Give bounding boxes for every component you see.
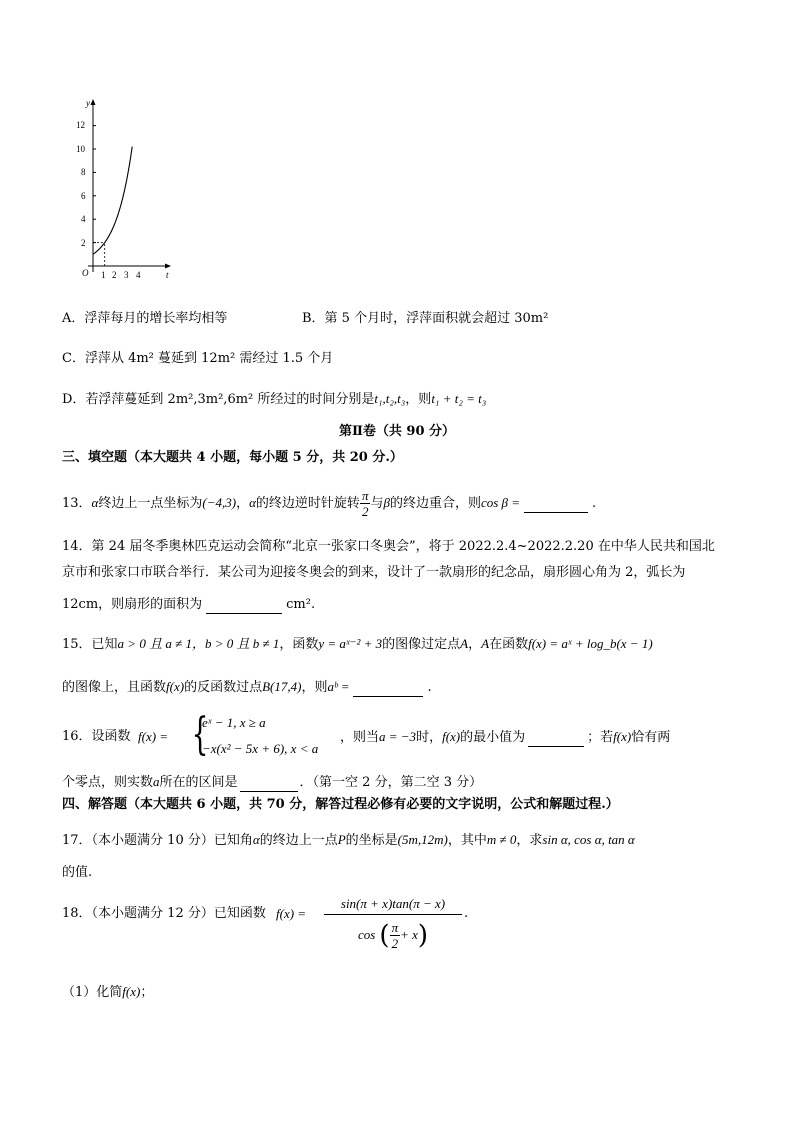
q18-den-tail: + x (400, 927, 418, 942)
q15-fx: f(x) (166, 679, 185, 694)
x-tick-label: 1 (101, 270, 106, 280)
q15-answer-blank[interactable] (353, 682, 423, 697)
x-axis-arrow (165, 264, 171, 269)
q15-text: 的反函数过点 (184, 680, 263, 695)
q13-frac-num: π (361, 488, 369, 503)
q15-point-b: B(17,4) (262, 679, 302, 694)
x-tick-label: 4 (136, 270, 141, 280)
q17-point-p: P (337, 832, 346, 847)
q13-end: . (592, 496, 597, 511)
q13-answer-blank[interactable] (524, 498, 588, 513)
q16-a: a (153, 774, 160, 789)
option-d-equation: t₁ + t₂ = t₃ (431, 391, 487, 406)
q17-line-1 (62, 831, 635, 850)
q16-text: 个零点，则实数 (62, 775, 154, 790)
q16-rest (340, 728, 670, 747)
x-tick-label: 3 (124, 270, 129, 280)
q16-fx: f(x) (442, 729, 461, 744)
y-tick-label: 12 (76, 120, 85, 130)
q17-text: ，其中 (447, 833, 487, 848)
q15-text: ，则 (301, 680, 328, 695)
q13-text: 的终边重合，则 (389, 496, 481, 511)
q18-sub1-text: （1）化简 (62, 985, 123, 1000)
q18-numerator: sin(π + x)tan(π − x) (324, 894, 462, 915)
q18-den-frac-num: π (391, 920, 399, 935)
q13-fraction (360, 488, 371, 519)
q16-text: ，则当 (340, 730, 380, 745)
q16-brace: { (191, 709, 209, 760)
q18-den-frac-den: 2 (391, 936, 399, 951)
q18-denominator (324, 915, 462, 956)
section-2-title: 第Ⅱ卷（共 90 分） (338, 424, 456, 439)
option-c: C．浮萍从 4m² 蔓延到 12m² 需经过 1.5 个月 (62, 351, 334, 366)
y-axis-label: y (86, 98, 90, 108)
q15-text: 15．已知 (62, 637, 118, 652)
q15-end: . (427, 680, 432, 695)
y-axis-arrow (91, 99, 96, 105)
q16-text: 所在的区间是 (159, 775, 238, 790)
q18-paren-close: ) (417, 920, 429, 951)
option-d-mid: ，则 (405, 392, 432, 407)
q14-line-2: 京市和张家口市联合举行．某公司为迎接冬奥会的到来，设计了一款扇形的纪念品，扇形圆心角为 2，弧长为 (62, 565, 686, 580)
q13-beta: β (383, 495, 390, 510)
q15-text: 的图像上，且函数 (62, 680, 167, 695)
q13-text: 终边上一点坐标为 (98, 496, 203, 511)
q13-cos-beta: cos β = (480, 495, 521, 510)
q18-end: . (464, 906, 469, 921)
q17-line-2: 的值. (62, 865, 93, 880)
q15-function: y = aˣ⁻² + 3 (318, 636, 383, 651)
q14-unit: cm² (286, 597, 311, 612)
q16-fx: f(x) (613, 729, 632, 744)
q17-condition: m ≠ 0 (486, 832, 517, 847)
q17-text: 的坐标是 (345, 833, 398, 848)
q13-alpha: α (91, 495, 99, 510)
q17-text: 17．（本小题满分 10 分）已知角 (62, 833, 253, 848)
q13-prefix: 13． (62, 496, 92, 511)
q16-text: ；若 (587, 730, 614, 745)
q14-text: 12cm，则扇形的面积为 (62, 597, 203, 612)
section-4-title: 四、解答题（本大题共 6 小题，共 70 分，解答过程必修有必要的文字说明，公式和解题过程.） (62, 797, 619, 812)
q15-point-a: A (481, 636, 490, 651)
q18-paren-open: ( (379, 920, 390, 951)
q16-text: ．（第一空 2 分，第二空 3 分） (299, 775, 483, 790)
q14-end: . (310, 597, 316, 612)
q14-answer-blank[interactable] (206, 599, 282, 614)
q17-alpha: α (252, 832, 260, 847)
q15-text: ，函数 (279, 637, 319, 652)
y-tick-label: 4 (81, 214, 86, 224)
option-d (62, 390, 486, 409)
q13-alpha: α (249, 495, 256, 510)
growth-graph (70, 96, 180, 282)
growth-curve (93, 147, 132, 255)
q13-text: 与 (370, 496, 384, 511)
y-tick-label: 6 (81, 191, 86, 201)
question-13 (62, 486, 596, 521)
q16-text: 的最小值为 (460, 730, 526, 745)
section-3-title: 三、填空题（本大题共 4 小题，每小题 5 分，共 20 分.） (62, 450, 403, 465)
q16-case-2: −x(x² − 5x + 6), x < a (202, 741, 319, 756)
q15-point-a: A (460, 636, 469, 651)
q16-text: 恰有两 (631, 730, 671, 745)
y-tick-label: 8 (81, 167, 86, 177)
q16-text: 时， (416, 730, 443, 745)
q15-text: 的图像过定点 (382, 637, 461, 652)
q18-sub1-end: ； (140, 985, 154, 1000)
q17-text: ，求 (516, 833, 543, 848)
option-a: A．浮萍每月的增长率均相等 (62, 311, 228, 326)
q14-line-1: 14．第 24 届冬季奥林匹克运动会简称“北京一张家口冬奥会”，将于 2022.2.4~2022.2.20 在中华人民共和国北 (62, 539, 715, 554)
q16-prefix: 16．设函数 (62, 729, 131, 744)
q15-fx: f(x) = aˣ + log_b(x − 1) (528, 636, 653, 651)
q15-a-pow-b: aᵇ = (327, 679, 350, 694)
q13-text: 的终边逆时针旋转 (255, 496, 360, 511)
q16-line-2 (62, 773, 482, 792)
q17-trig: sin α, cos α, tan α (542, 832, 635, 847)
q18-sub1-fx: f(x) (122, 984, 141, 999)
q13-coordinate: (−4,3) (202, 495, 237, 510)
q15-line-2 (62, 678, 432, 697)
q15-condition: a > 0 且 a ≠ 1，b > 0 且 b ≠ 1 (117, 636, 280, 651)
q18-subquestion-1 (62, 983, 153, 1002)
q16-answer-blank-2[interactable] (240, 777, 298, 792)
option-d-prefix: D．若浮萍蔓延到 2m²,3m²,6m² 所经过的时间分别是 (62, 392, 375, 407)
q17-coordinate: (5m,12m) (397, 832, 448, 847)
y-tick-label: 2 (81, 238, 86, 248)
q16-a-value: a = −3 (379, 729, 417, 744)
q18-fx: f(x) = (276, 906, 307, 921)
q15-text: 在函数 (489, 637, 529, 652)
q18-cos: cos (357, 927, 376, 942)
q18-den-fraction (390, 920, 401, 951)
q15-text: ， (468, 637, 482, 652)
option-b: B．第 5 个月时，浮萍面积就会超过 30m² (302, 311, 549, 326)
q18-prefix: 18．（本小题满分 12 分）已知函数 (62, 906, 266, 921)
q17-text: 的终边上一点 (259, 833, 338, 848)
option-d-vars: t₁,t₂,t₃ (374, 391, 406, 406)
q13-frac-den: 2 (361, 504, 369, 519)
q18-fraction (324, 894, 462, 956)
q15-line-1 (62, 635, 653, 654)
q16-case-1: eˣ − 1, x ≥ a (202, 715, 266, 730)
x-axis-label: t (166, 270, 169, 280)
origin-label: O (82, 268, 89, 278)
q14-line-3 (62, 596, 315, 614)
q13-text: ， (236, 496, 250, 511)
y-tick-label: 10 (76, 144, 85, 154)
q16-fx: f(x) = (138, 729, 169, 744)
x-tick-label: 2 (112, 270, 117, 280)
q16-answer-blank-1[interactable] (528, 732, 584, 747)
